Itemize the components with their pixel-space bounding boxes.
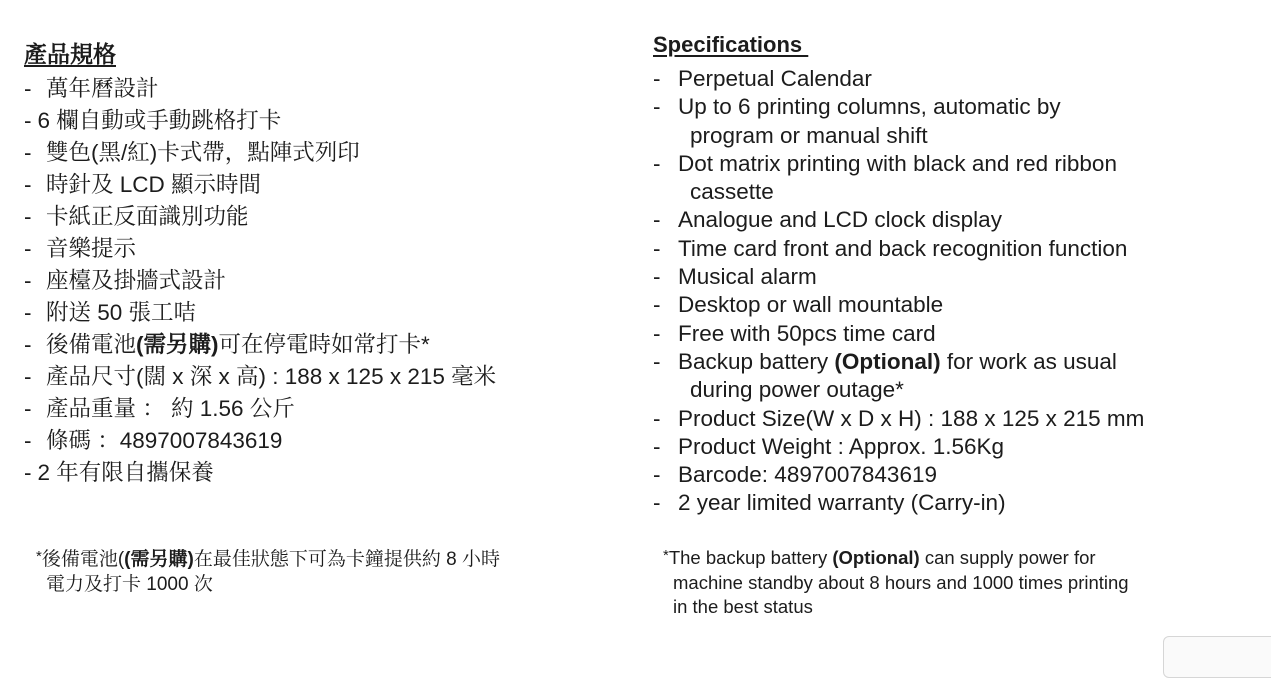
list-item: - 附送 50 張工咭 — [24, 300, 197, 325]
list-item: - 6 欄自動或手動跳格打卡 — [24, 108, 282, 133]
zh-spec-list — [24, 73, 496, 489]
en-footnote: *The backup battery (Optional) can supply power for machine standby about 8 hours and 1000 times printing in the best status — [663, 547, 1129, 617]
list-item: - 萬年曆設計 — [24, 76, 159, 101]
list-item: - Backup battery (Optional) for work as usual during power outage* — [653, 348, 1117, 403]
list-item: - 產品尺寸(闊 x 深 x 高) : 188 x 125 x 215 毫米 — [24, 364, 497, 389]
list-item: - Desktop or wall mountable — [653, 292, 944, 318]
list-item: - 產品重量 ： 約 1.56 公斤 — [24, 396, 295, 421]
list-item: - Product Weight : Approx. 1.56Kg — [653, 433, 1005, 459]
list-item: - Perpetual Calendar — [653, 66, 872, 91]
list-item: - Product Size(W x D x H) : 188 x 125 x 215 mm — [653, 405, 1145, 431]
list-item: - Musical alarm — [653, 264, 817, 290]
corner-widget — [1163, 636, 1271, 678]
list-item: - 條碼 ：4897007843619 — [24, 428, 283, 453]
list-item: - Analogue and LCD clock display — [653, 207, 1002, 233]
zh-heading: 產品規格 — [24, 41, 116, 67]
list-item: - 時針及 LCD 顯示時間 — [24, 172, 262, 197]
zh-footnote: *後備電池((需另購)在最佳狀態下可為卡鐘提供約 8 小時 電力及打卡 1000 次 — [36, 548, 500, 595]
list-item: - Barcode: 4897007843619 — [653, 462, 937, 488]
list-item: - Free with 50pcs time card — [653, 320, 936, 346]
en-heading: Specifications — [653, 32, 809, 57]
list-item: - Dot matrix printing with black and red ribbon cassette — [653, 150, 1117, 205]
list-item: - 雙色(黑/紅)卡式帶，點陣式列印 — [24, 140, 360, 165]
list-item: - 音樂提示 — [24, 236, 137, 261]
list-item: - 後備電池(需另購)可在停電時如常打卡* — [24, 332, 430, 357]
list-item: - 2 年有限自攜保養 — [24, 460, 214, 485]
en-spec-list — [653, 65, 1144, 518]
list-item: - Time card front and back recognition function — [653, 235, 1128, 261]
list-item: - 座檯及掛牆式設計 — [24, 268, 227, 293]
list-item: - 2 year limited warranty (Carry-in) — [653, 490, 1006, 516]
list-item: - Up to 6 printing columns, automatic by program or manual shift — [653, 94, 1061, 148]
list-item: - 卡紙正反面識別功能 — [24, 204, 249, 229]
